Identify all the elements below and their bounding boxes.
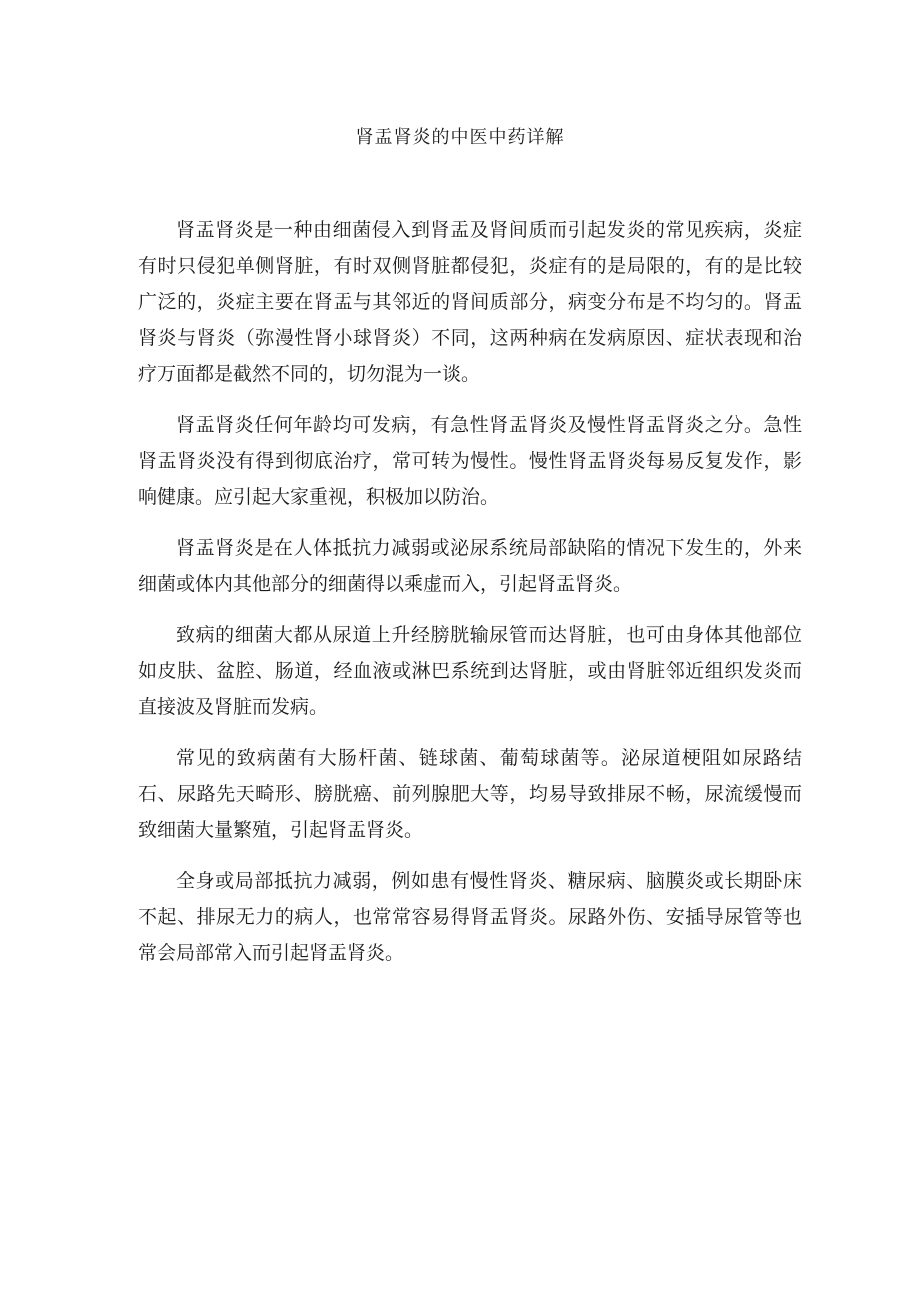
document-body [138, 212, 802, 986]
paragraph-1: 肾盂肾炎是一种由细菌侵入到肾盂及肾间质而引起发炎的常见疾病，炎症有时只侵犯单侧肾脏，有时双侧肾脏都侵犯，炎症有的是局限的，有的是比较广泛的，炎症主要在肾盂与其邻近的肾间质部分，病变分布是不均匀的。肾盂肾炎与肾炎（弥漫性肾小球肾炎）不同，这两种病在发病原因、症状表现和治疗万面都是截然不同的，切勿混为一谈。 [138, 219, 802, 385]
paragraph-4: 致病的细菌大都从尿道上升经膀胱输尿管而达肾脏，也可由身体其他部位如皮肤、盆腔、肠道，经血液或淋巴系统到达肾脏，或由肾脏邻近组织发炎而直接波及肾脏而发病。 [138, 624, 802, 718]
paragraph-3: 肾盂肾炎是在人体抵抗力减弱或泌尿系统局部缺陷的情况下发生的，外来细菌或体内其他部分的细菌得以乘虚而入，引起肾盂肾炎。 [138, 537, 802, 595]
paragraph-5: 常见的致病菌有大肠杆菌、链球菌、葡萄球菌等。泌尿道梗阻如尿路结石、尿路先天畸形、膀胱癌、前列腺肥大等，均易导致排尿不畅，尿流缓慢而致细菌大量繁殖，引起肾盂肾炎。 [138, 747, 802, 841]
document-title: 肾盂肾炎的中医中药详解 [355, 127, 565, 148]
paragraph-6: 全身或局部抵抗力减弱，例如患有慢性肾炎、糖尿病、脑膜炎或长期卧床不起、排尿无力的病人，也常常容易得肾盂肾炎。尿路外伤、安插导尿管等也常会局部常入而引起肾盂肾炎。 [138, 870, 802, 964]
paragraph-2: 肾盂肾炎任何年龄均可发病，有急性肾盂肾炎及慢性肾盂肾炎之分。急性肾盂肾炎没有得到彻底治疗，常可转为慢性。慢性肾盂肾炎每易反复发作，影响健康。应引起大家重视，积极加以防治。 [138, 414, 802, 508]
